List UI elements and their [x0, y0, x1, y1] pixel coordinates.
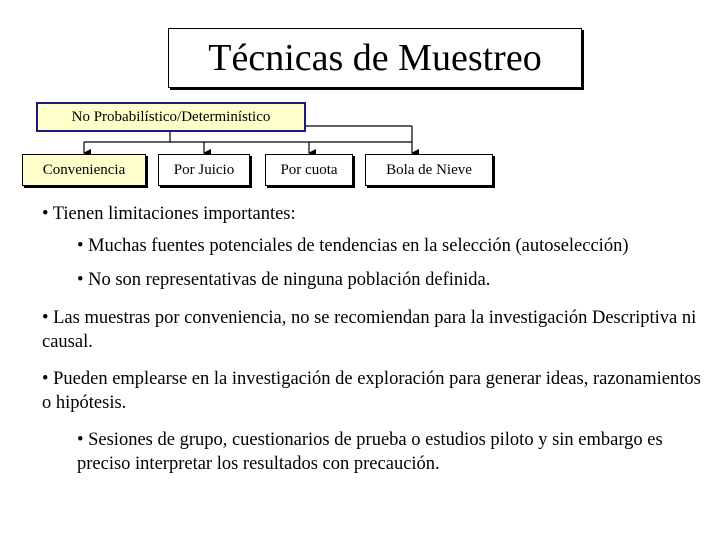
- diagram-node-label: Conveniencia: [42, 161, 126, 178]
- diagram-node-label: Por Juicio: [173, 161, 235, 178]
- diagram-node-label: Por cuota: [280, 161, 338, 178]
- diagram-node-bola-de-nieve: [365, 154, 493, 186]
- diagram-root-node: [36, 102, 306, 132]
- diagram-node-conveniencia: [22, 154, 146, 186]
- diagram-node-por-juicio: [158, 154, 250, 186]
- sub-bullet-tendencias: • Muchas fuentes potenciales de tendencias en la selección (autoselección): [77, 236, 629, 256]
- diagram-node-label: Bola de Nieve: [386, 161, 472, 178]
- sub-bullet-sesiones: • Sesiones de grupo, cuestionarios de prueba o estudios piloto y sin embargo es preciso interpretar los resultados con precaución.: [77, 430, 663, 474]
- slide-title-text: Técnicas de Muestreo: [208, 37, 542, 79]
- bullet-limitaciones: • Tienen limitaciones importantes:: [42, 204, 296, 224]
- bullet-no-recomendadas: • Las muestras por conveniencia, no se recomiendan para la investigación Descriptiva ni causal.: [42, 308, 697, 352]
- sub-bullet-representativas: • No son representativas de ninguna población definida.: [77, 270, 491, 290]
- diagram-node-por-cuota: [265, 154, 353, 186]
- diagram-root-label: No Probabilístico/Determinístico: [71, 108, 271, 125]
- bullet-exploracion: • Pueden emplearse en la investigación de exploración para generar ideas, razonamientos o hipótesis.: [42, 369, 701, 413]
